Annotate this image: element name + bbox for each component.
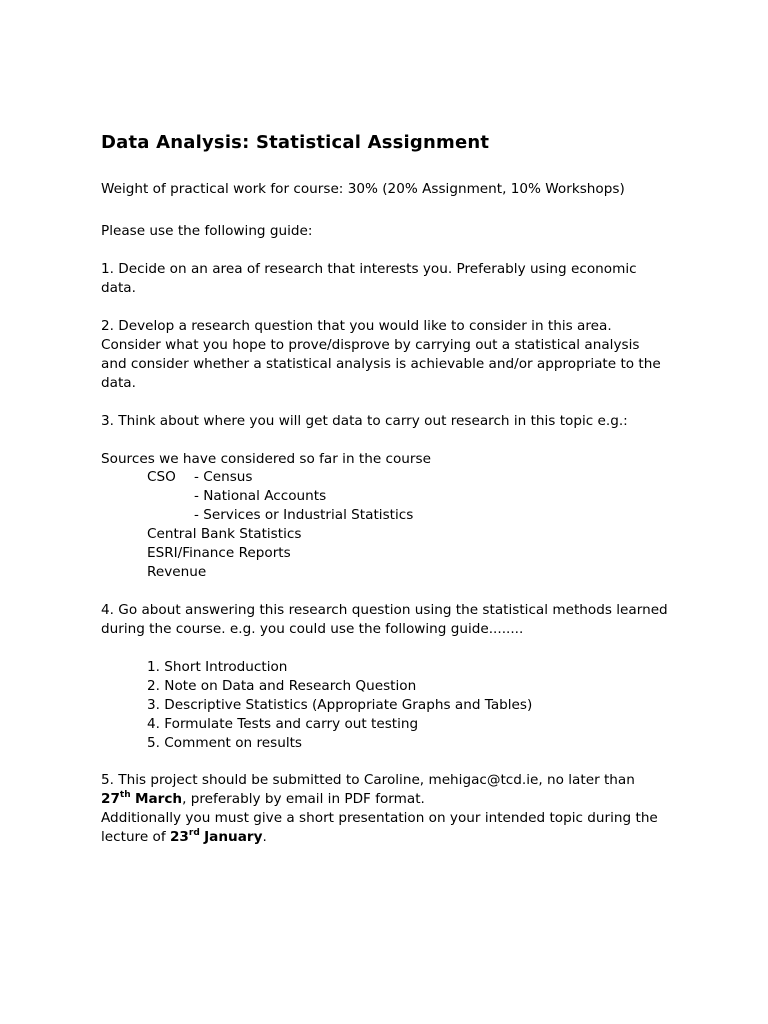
source-cso-item: - Census (194, 469, 253, 485)
item5-line4-post: . (262, 829, 267, 845)
deadline-day: 27 (101, 791, 120, 807)
weight-text: Weight of practical work for course: 30% (20% Assignment, 10% Workshops) (101, 181, 625, 197)
document-title: Data Analysis: Statistical Assignment (101, 132, 490, 153)
item3-line1: 3. Think about where you will get data to carry out research in this topic e.g.: (101, 413, 628, 429)
lecture-day: 23 (169, 829, 189, 845)
source-item: Central Bank Statistics (147, 526, 302, 542)
item5-line1: 5. This project should be submitted to Caroline, mehigac@tcd.ie, no later than (101, 772, 635, 788)
item4-line1: 4. Go about answering this research question using the statistical methods learned (101, 602, 668, 618)
guide-step: 1. Short Introduction (147, 659, 288, 675)
item4-line2: during the course. e.g. you could use the following guide........ (101, 621, 524, 637)
item5-line4-pre: lecture of (101, 829, 170, 845)
source-cso-item: - National Accounts (194, 488, 327, 504)
deadline-month: March (134, 791, 183, 807)
sources-intro: Sources we have considered so far in the course (101, 451, 431, 467)
deadline-suffix: th (119, 790, 131, 800)
item5-line2 (101, 790, 425, 809)
guide-intro: Please use the following guide: (101, 223, 313, 239)
item2-line1: 2. Develop a research question that you would like to consider in this area. (101, 318, 612, 334)
item5-line3: Additionally you must give a short presentation on your intended topic during the (101, 810, 658, 826)
guide-step: 2. Note on Data and Research Question (147, 678, 417, 694)
guide-step: 3. Descriptive Statistics (Appropriate Graphs and Tables) (147, 697, 533, 713)
item5-line4 (101, 828, 267, 847)
lecture-suffix: rd (188, 828, 200, 838)
item1-line2: data. (101, 280, 136, 296)
guide-step: 5. Comment on results (147, 735, 303, 751)
source-cso-item: - Services or Industrial Statistics (194, 507, 414, 523)
lecture-month: January (204, 829, 263, 845)
source-cso: CSO (147, 469, 176, 485)
item5-line2-rest: , preferably by email in PDF format. (182, 791, 425, 807)
source-item: Revenue (147, 564, 207, 580)
guide-step: 4. Formulate Tests and carry out testing (147, 716, 419, 732)
item2-line3: and consider whether a statistical analysis is achievable and/or appropriate to the (101, 356, 661, 372)
item2-line2: Consider what you hope to prove/disprove by carrying out a statistical analysis (101, 337, 640, 353)
source-item: ESRI/Finance Reports (147, 545, 291, 561)
item1-line1: 1. Decide on an area of research that interests you. Preferably using economic (101, 261, 637, 277)
item2-line4: data. (101, 375, 136, 391)
